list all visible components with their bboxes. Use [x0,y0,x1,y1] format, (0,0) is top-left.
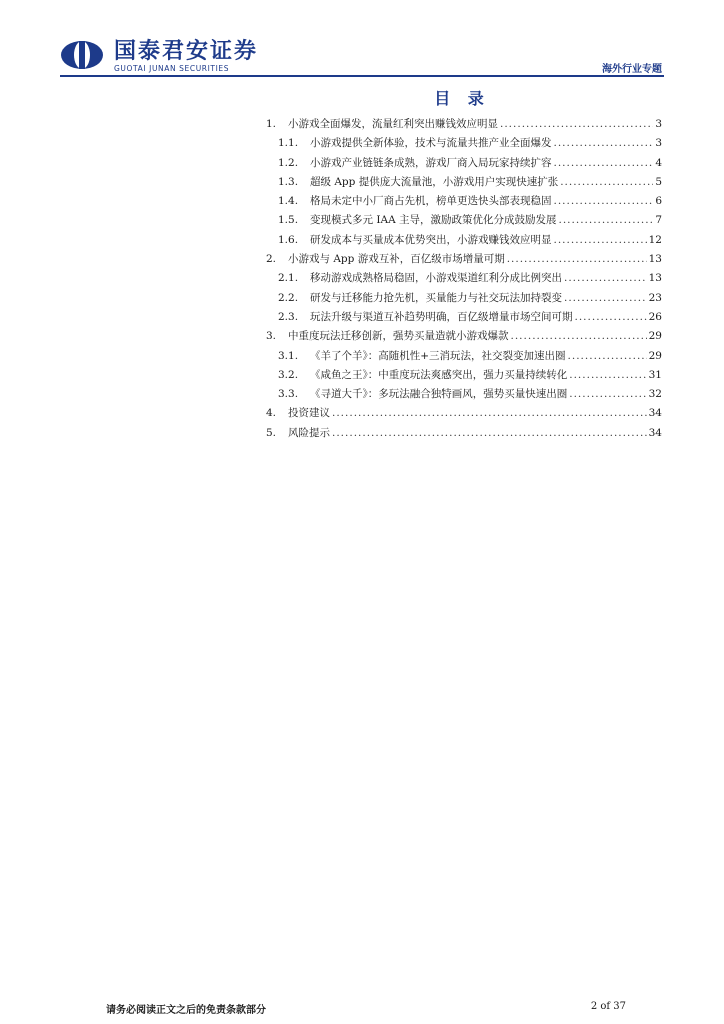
toc-leader-dots [554,137,654,149]
toc-entry-number: 1.4. [278,195,299,208]
toc-entry-page: 3 [655,137,662,150]
toc-leader-dots [554,195,654,207]
toc-entry-title: 小游戏与 App 游戏互补，百亿级市场增量可期 [288,253,505,266]
toc-entry[interactable] [266,116,662,135]
toc-entry[interactable] [266,386,662,405]
toc-title: 目 录 [434,89,490,108]
toc-leader-dots [332,427,647,439]
toc-entry-title: 变现模式多元 IAA 主导，激励政策优化分成鼓励发展 [310,214,557,227]
toc-entry-number: 3.3. [278,388,299,401]
toc-entry[interactable] [266,290,662,309]
company-logo [60,40,275,74]
toc-entry-title: 投资建议 [288,407,330,420]
toc-entry[interactable] [266,174,662,193]
toc-entry-number: 2. [266,253,277,266]
toc-entry-title: 研发成本与买量成本优势突出，小游戏赚钱效应明显 [310,233,552,246]
toc-leader-dots [554,234,647,246]
toc-entry-number: 3.1. [278,349,299,362]
logo-chinese-name: 国泰君安证券 [114,39,259,64]
toc-entry-page: 26 [648,310,662,323]
report-type: 海外行业专题 [602,64,662,75]
toc-entry-page: 13 [648,272,662,285]
toc-leader-dots [564,272,647,284]
toc-entry-title: 玩法升级与渠道互补趋势明确，百亿级增量市场空间可期 [310,310,573,323]
toc-entry-page: 23 [648,291,662,304]
toc-entry-page: 29 [648,330,662,343]
toc-entry-title: 《羊了个羊》：高随机性+三消玩法，社交裂变加速出圈 [310,349,566,362]
toc-entry-number: 1.5. [278,214,299,227]
footer-disclaimer: 请务必阅读正文之后的免责条款部分 [106,1005,266,1016]
toc-entry-page: 29 [648,349,662,362]
toc-entry-title: 《咸鱼之王》：中重度玩法爽感突出，强力买量持续转化 [310,368,568,381]
toc-entry-number: 4. [266,407,277,420]
toc-entry-title: 研发与迁移能力抢先机，买量能力与社交玩法加持裂变 [310,291,562,304]
toc-entry-number: 1.1. [278,137,299,150]
toc-entry-number: 2.1. [278,272,299,285]
toc-entry[interactable] [266,405,662,424]
toc-entry-page: 4 [655,156,662,169]
toc-entry-page: 6 [655,195,662,208]
toc-entry[interactable] [266,367,662,386]
toc-entry-page: 34 [648,407,662,420]
toc-entry-page: 7 [655,214,662,227]
toc-entry[interactable] [266,193,662,212]
toc-entry[interactable] [266,348,662,367]
toc-entry-page: 31 [648,368,662,381]
toc-entry[interactable] [266,135,662,154]
logo-english-name: GUOTAI JUNAN SECURITIES [114,64,230,73]
toc-leader-dots [559,214,654,226]
toc-leader-dots [575,311,647,323]
table-of-contents [266,116,662,444]
toc-entry-page: 5 [655,175,662,188]
toc-entry-title: 超级 App 提供庞大流量池，小游戏用户实现快速扩张 [310,175,559,188]
toc-entry[interactable] [266,270,662,289]
toc-entry[interactable] [266,425,662,444]
toc-entry-title: 格局未定中小厂商占先机，榜单更迭快头部表现稳固 [310,195,552,208]
toc-leader-dots [554,157,654,169]
toc-entry-number: 2.2. [278,291,299,304]
toc-entry-page: 34 [648,426,662,439]
toc-entry-number: 3. [266,330,277,343]
toc-entry-title: 风险提示 [288,426,330,439]
toc-entry[interactable] [266,309,662,328]
toc-entry-title: 移动游戏成熟格局稳固，小游戏渠道红利分成比例突出 [310,272,562,285]
toc-entry-page: 12 [648,233,662,246]
toc-entry-number: 1.2. [278,156,299,169]
toc-leader-dots [332,407,647,419]
toc-entry-title: 小游戏提供全新体验，技术与流量共推产业全面爆发 [310,137,552,150]
toc-entry-number: 2.3. [278,310,299,323]
toc-leader-dots [569,369,646,381]
toc-leader-dots [568,350,647,362]
header-divider [60,75,664,77]
toc-leader-dots [511,330,647,342]
toc-entry-number: 5. [266,426,277,439]
toc-entry[interactable] [266,251,662,270]
toc-entry-title: 中重度玩法迁移创新，强势买量造就小游戏爆款 [288,330,509,343]
toc-entry-number: 1.3. [278,175,299,188]
toc-entry-page: 13 [648,253,662,266]
toc-entry[interactable] [266,155,662,174]
toc-entry-number: 1. [266,118,277,130]
toc-entry[interactable] [266,328,662,347]
toc-leader-dots [569,388,646,400]
page-number: 2 of 37 [590,1001,626,1012]
toc-leader-dots [507,253,647,265]
toc-entry-title: 小游戏全面爆发，流量红利突出赚钱效应明显 [288,118,498,130]
toc-entry[interactable] [266,212,662,231]
toc-entry[interactable] [266,232,662,251]
toc-entry-number: 1.6. [278,233,299,246]
toc-leader-dots [500,118,653,130]
toc-entry-number: 3.2. [278,368,299,381]
toc-entry-page: 3 [655,118,662,130]
toc-entry-title: 《寻道大千》：多玩法融合独特画风，强势买量快速出圈 [310,388,568,401]
toc-leader-dots [564,292,647,304]
toc-entry-title: 小游戏产业链链条成熟，游戏厂商入局玩家持续扩容 [310,156,552,169]
toc-entry-page: 32 [648,388,662,401]
toc-leader-dots [560,176,653,188]
guotai-junan-logo-icon [60,40,104,70]
